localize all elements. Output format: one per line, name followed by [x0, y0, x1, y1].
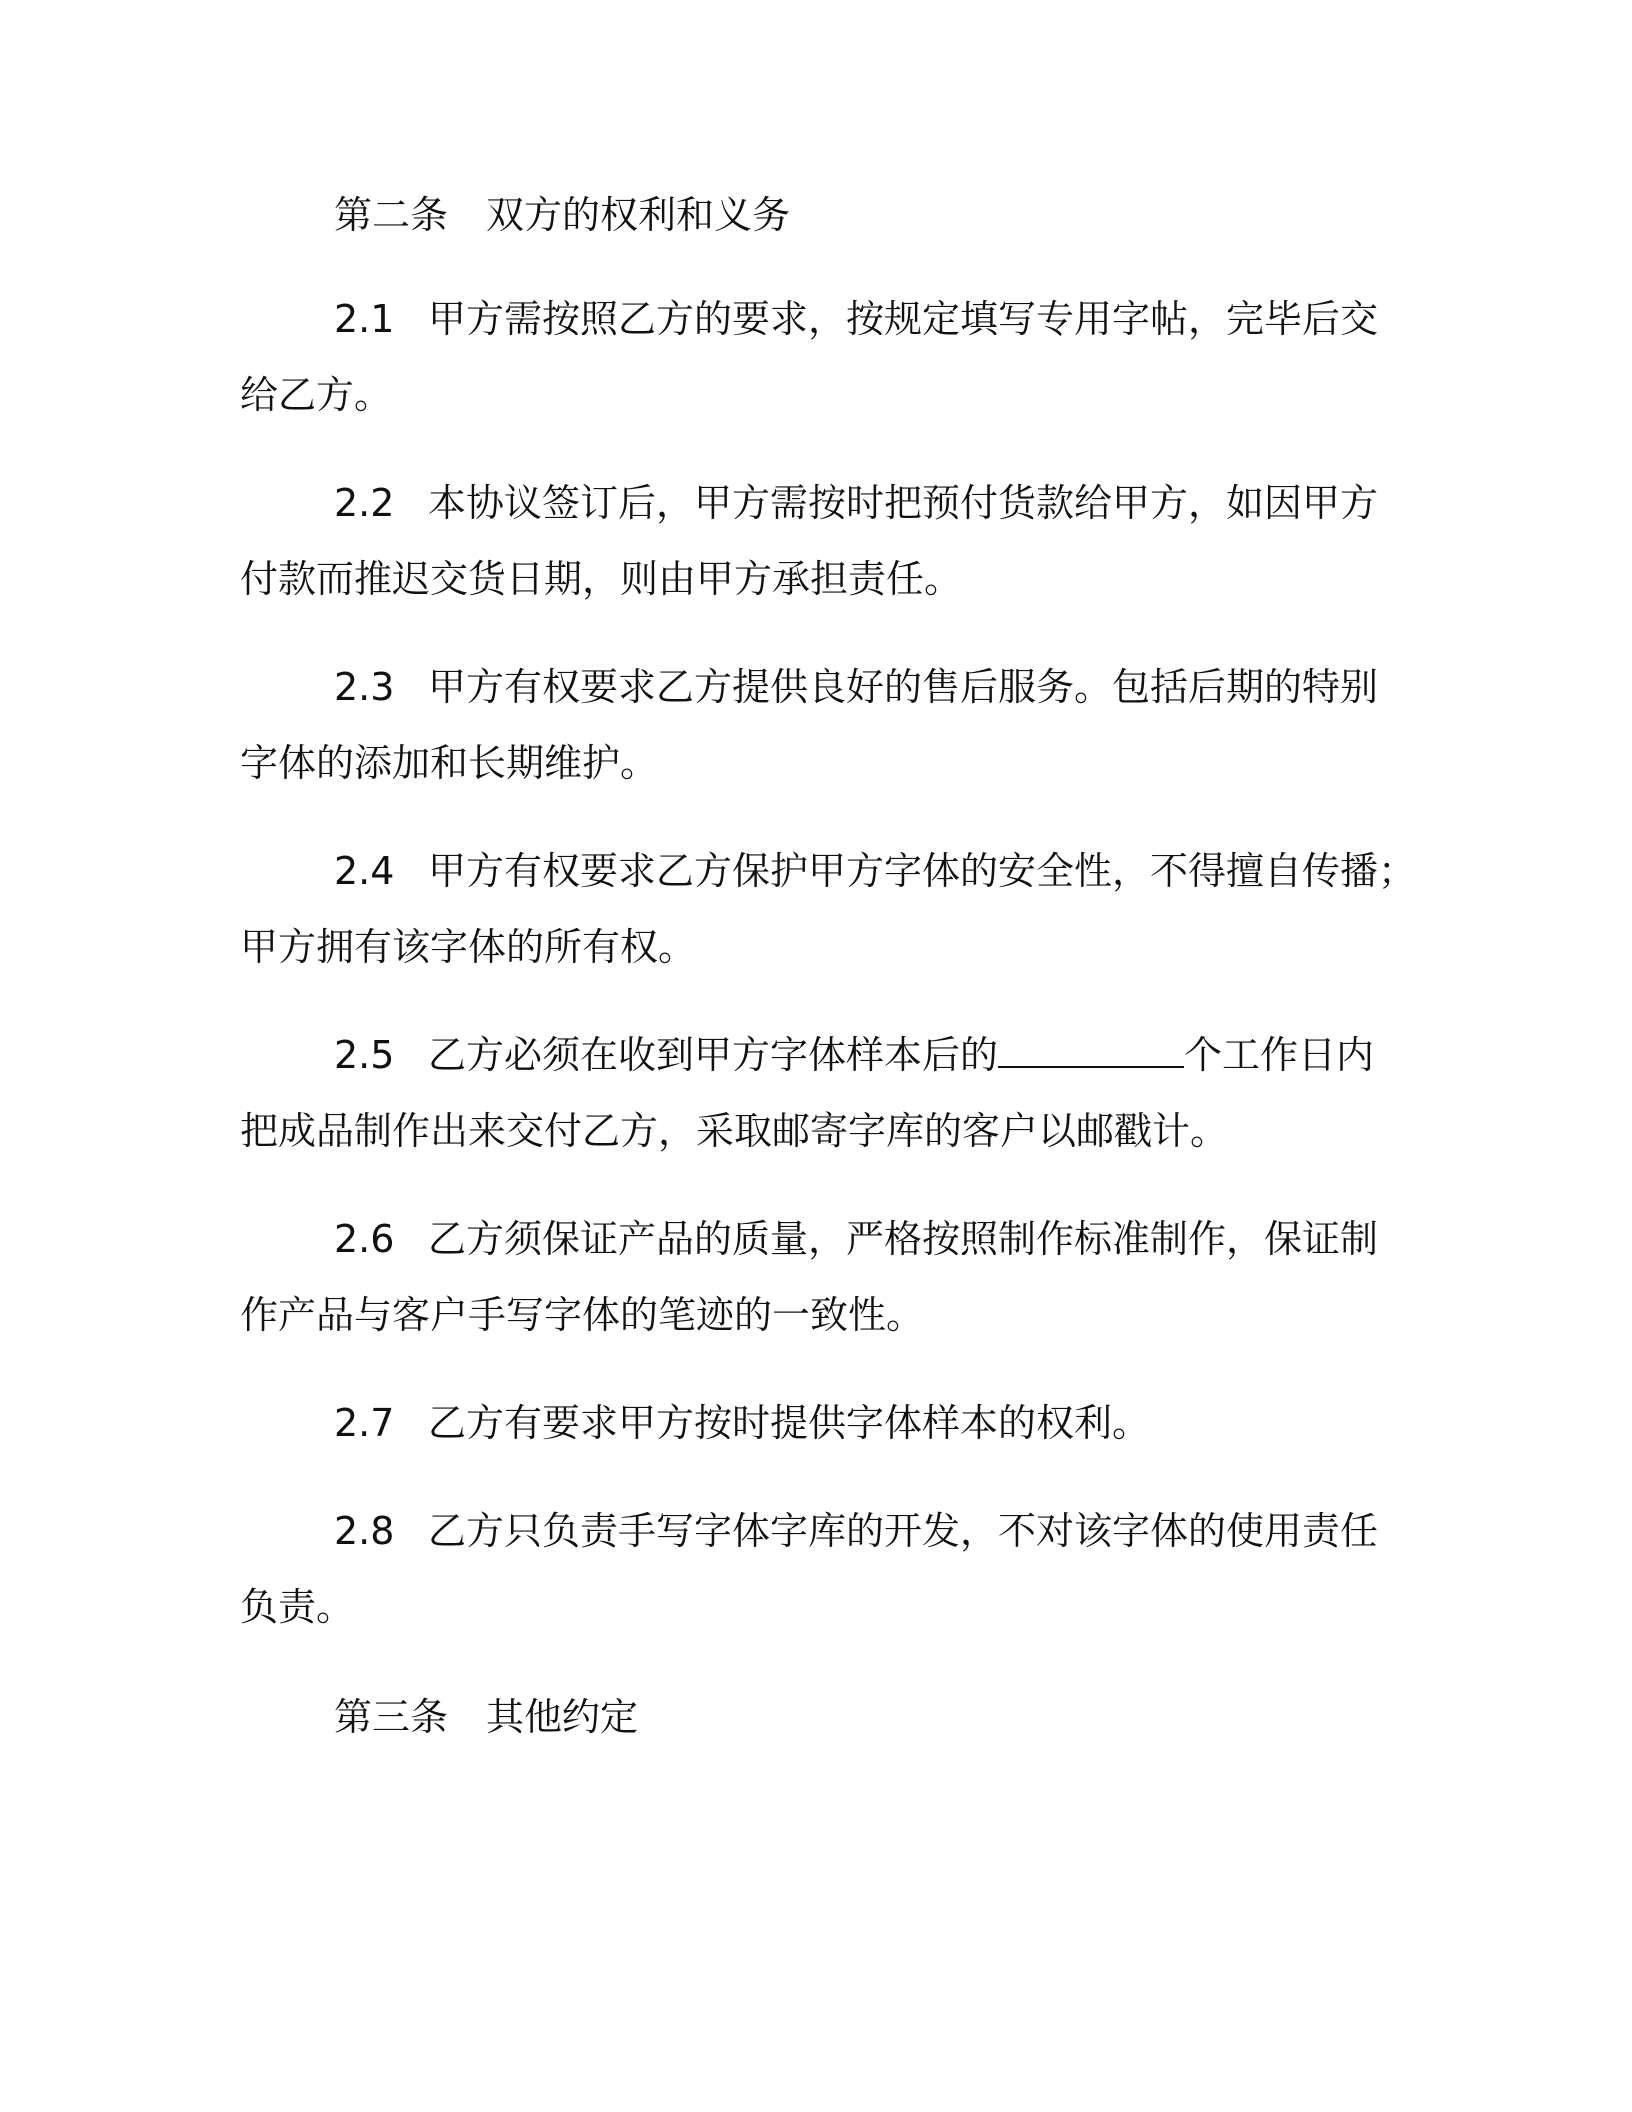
clause-2-8 — [240, 1504, 1379, 1634]
clause-text-line1-pre: 乙方必须在收到甲方字体样本后的 — [428, 1033, 999, 1077]
clause-2-2 — [240, 476, 1379, 606]
clause-number: 2.8 — [334, 1509, 395, 1553]
clause-2-7 — [240, 1396, 1370, 1450]
clause-2-6 — [240, 1212, 1379, 1342]
clause-text-line2: 作产品与客户手写字体的笔迹的一致性。 — [240, 1293, 925, 1337]
clause-text-line1: 乙方须保证产品的质量，严格按照制作标准制作，保证制 — [428, 1217, 1379, 1261]
clause-text-line2: 付款而推迟交货日期，则由甲方承担责任。 — [240, 557, 963, 601]
clause-number: 2.2 — [334, 481, 395, 525]
clause-2-1 — [240, 292, 1379, 422]
clause-text-line1: 甲方需按照乙方的要求，按规定填写专用字帖，完毕后交 — [428, 297, 1379, 341]
document-body — [240, 188, 1417, 1744]
clause-2-5 — [240, 1028, 1375, 1158]
clause-text-line2: 把成品制作出来交付乙方，采取邮寄字库的客户以邮戳计。 — [240, 1109, 1229, 1153]
clause-text-line1: 乙方只负责手写字体字库的开发，不对该字体的使用责任 — [428, 1509, 1379, 1553]
clause-2-4 — [240, 844, 1417, 974]
clause-number: 2.5 — [334, 1033, 395, 1077]
fill-in-blank — [998, 1028, 1184, 1068]
clause-number: 2.1 — [334, 297, 395, 341]
clause-text-line1: 本协议签订后，甲方需按时把预付货款给甲方，如因甲方 — [428, 481, 1379, 525]
clause-number: 2.6 — [334, 1217, 395, 1261]
clause-text-line2: 给乙方。 — [240, 373, 393, 417]
clause-text-line1: 乙方有要求甲方按时提供字体样本的权利。 — [428, 1401, 1151, 1445]
clause-text-line2: 负责。 — [240, 1585, 355, 1629]
clause-number: 2.4 — [334, 849, 395, 893]
clause-number: 2.3 — [334, 665, 395, 709]
clause-text-line1-post: 个工作日内 — [1184, 1033, 1375, 1077]
article-3-heading: 第三条 其他约定 — [334, 1695, 639, 1739]
clause-number: 2.7 — [334, 1401, 395, 1445]
clause-text-line1: 甲方有权要求乙方保护甲方字体的安全性，不得擅自传播； — [428, 849, 1417, 893]
clause-text-line2: 甲方拥有该字体的所有权。 — [240, 925, 697, 969]
clause-text-line1: 甲方有权要求乙方提供良好的售后服务。包括后期的特别 — [428, 665, 1379, 709]
article-2-heading: 第二条 双方的权利和义务 — [334, 193, 791, 237]
clause-2-3 — [240, 660, 1379, 790]
clause-text-line2: 字体的添加和长期维护。 — [240, 741, 659, 785]
